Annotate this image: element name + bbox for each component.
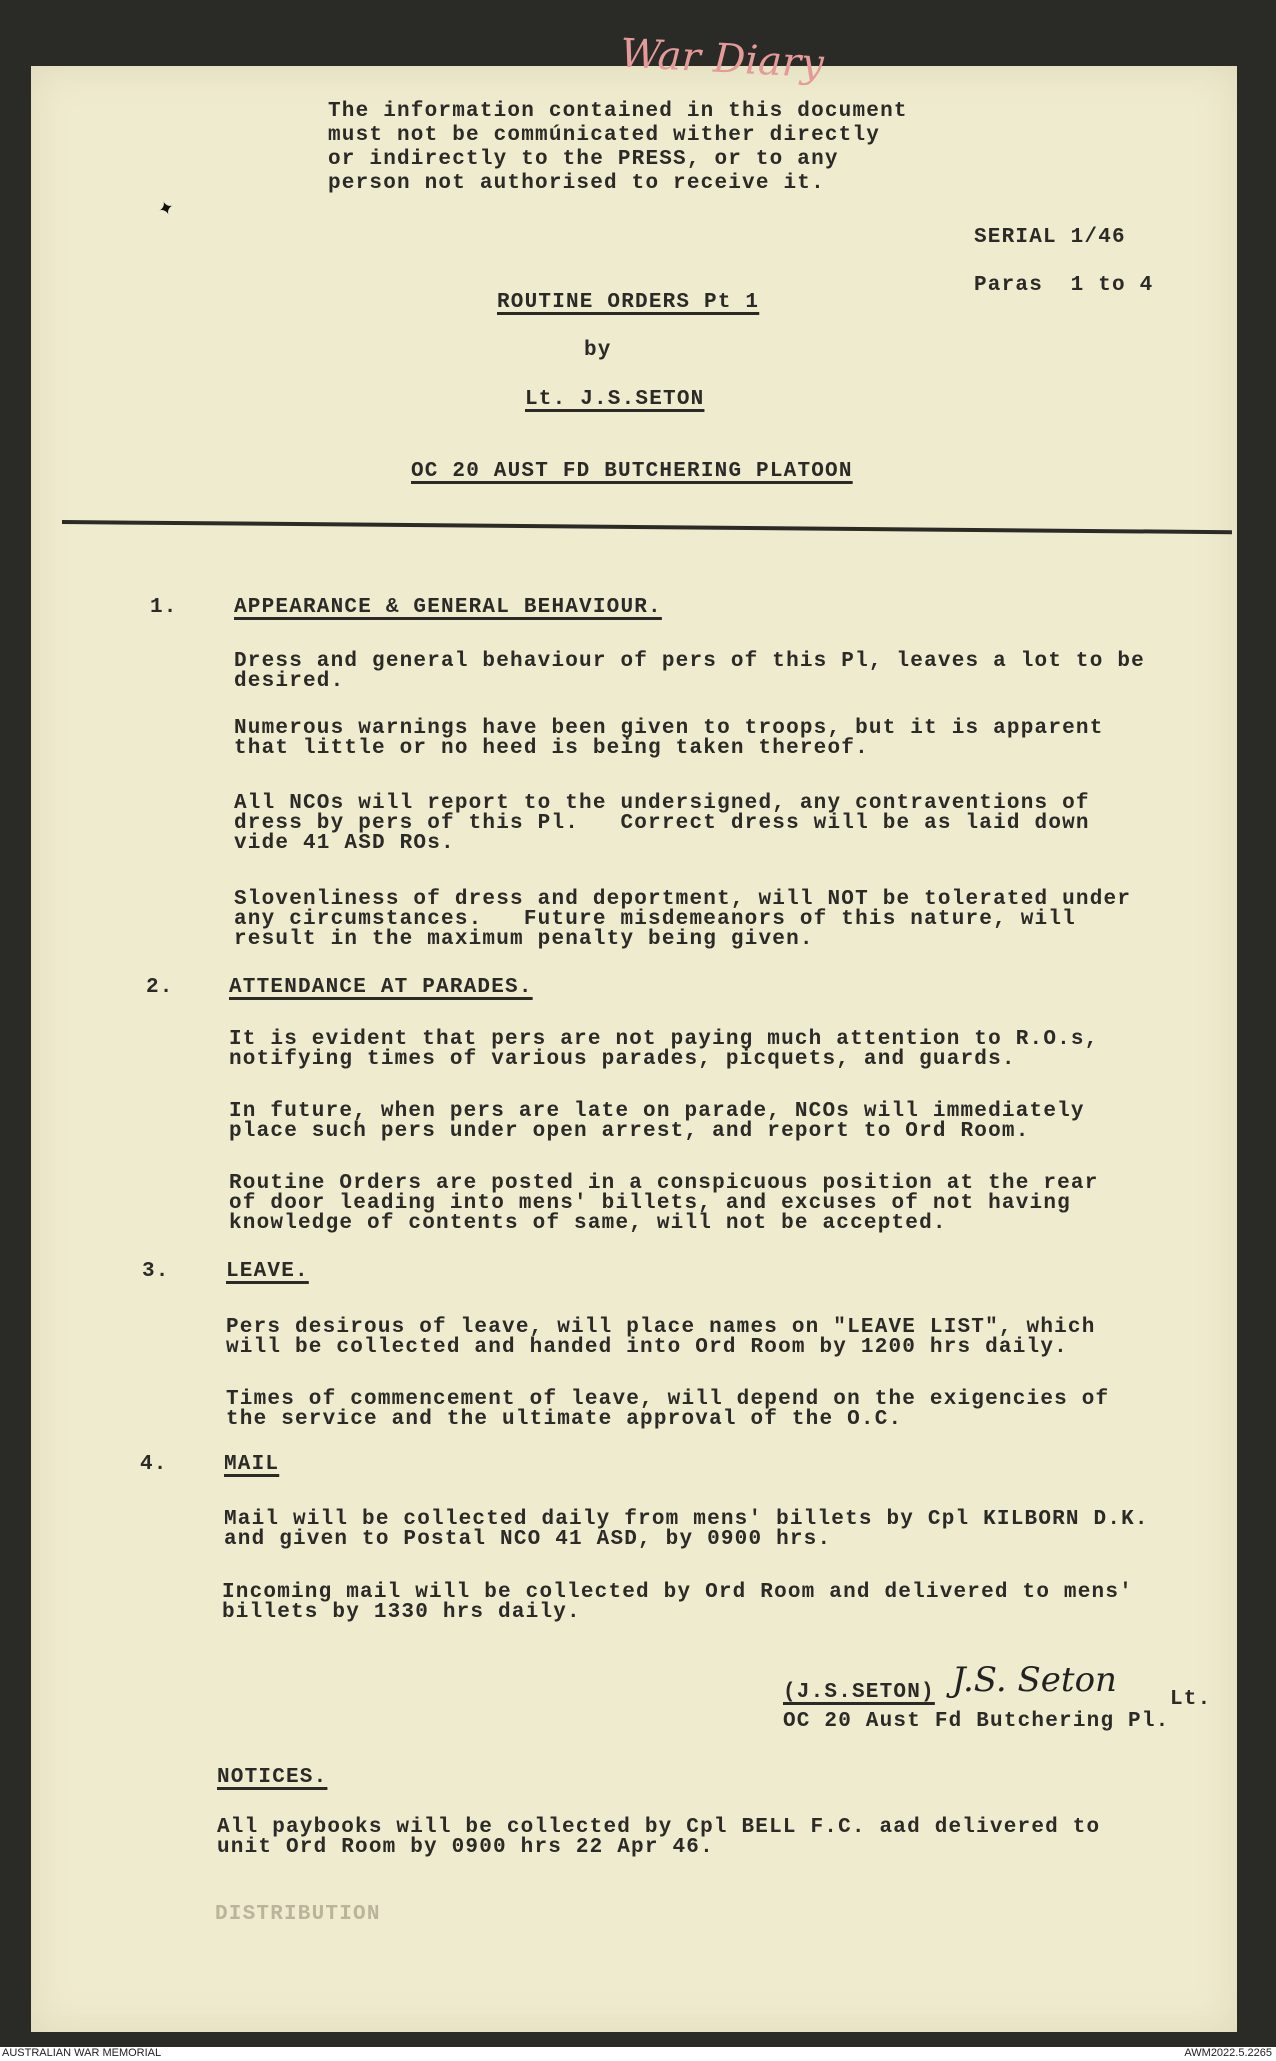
section-number: 3. [142,1260,170,1283]
paragraph: Pers desirous of leave, will place names on "LEAVE LIST", which will be collected and handed into Ord Room by 1200 hrs daily. [226,1316,1096,1359]
distribution-label: DISTRIBUTION [215,1903,381,1926]
serial-number: SERIAL 1/46 [974,226,1126,249]
paragraph: Times of commencement of leave, will depend on the exigencies of the service and the ultimate approval of the O.C. [226,1388,1110,1431]
paragraph: It is evident that pers are not paying much attention to R.O.s, notifying times of various parades, picquets, and guards. [229,1028,1099,1071]
footer-credit: AUSTRALIAN WAR MEMORIAL [2,2047,162,2059]
paragraph: Numerous warnings have been given to troops, but it is apparent that little or no heed is being taken thereof. [234,717,1104,760]
paragraph: Routine Orders are posted in a conspicuous position at the rear of door leading into mens' billets, and excuses of not having knowledge of contents of same, will not be accepted. [229,1172,1099,1235]
handwritten-signature: J.S. Seton [952,1660,1117,1700]
section-heading: MAIL [224,1453,280,1476]
disclaimer-line: must not be commúnicated wither directly [328,124,881,147]
paragraph: In future, when pers are late on parade, NCOs will immediately place such pers under open arrest, and report to Ord Room. [229,1100,1085,1143]
section-number: 2. [146,976,174,999]
footer-reference: AWM2022.5.2265 [1184,2047,1272,2059]
disclaimer-line: The information contained in this document [328,100,908,123]
notices-heading: NOTICES. [217,1766,328,1789]
notices-text: All paybooks will be collected by Cpl BELL F.C. aad delivered to unit Ord Room by 0900 hrs 22 Apr 46. [217,1816,1101,1859]
war-diary-annotation: War Diary [618,30,825,88]
paras-range: Paras 1 to 4 [974,274,1154,297]
document-title: ROUTINE ORDERS Pt 1 [497,291,760,314]
unit-title: OC 20 AUST FD BUTCHERING PLATOON [411,460,853,483]
paragraph: Mail will be collected daily from mens' billets by Cpl KILBORN D.K. and given to Postal NCO 41 ASD, by 0900 hrs. [224,1508,1149,1551]
section-heading: ATTENDANCE AT PARADES. [229,976,533,999]
signatory-rank: Lt. [1170,1688,1212,1711]
author: Lt. J.S.SETON [525,388,705,411]
section-heading: LEAVE. [226,1260,309,1283]
by-label: by [584,339,612,362]
section-number: 4. [140,1453,168,1476]
paragraph: Dress and general behaviour of pers of this Pl, leaves a lot to be desired. [234,650,1145,693]
punch-hole-mark: ✦ [153,191,179,225]
paragraph: Incoming mail will be collected by Ord Room and delivered to mens' billets by 1330 hrs daily. [222,1581,1133,1624]
footer-bar [0,2047,1276,2061]
paragraph: All NCOs will report to the undersigned, any contraventions of dress by pers of this Pl. Correct dress will be as laid down vide 41 ASD ROs. [234,792,1090,855]
disclaimer-line: or indirectly to the PRESS, or to any [328,148,839,171]
signatory-name: (J.S.SETON) [783,1681,935,1704]
section-heading: APPEARANCE & GENERAL BEHAVIOUR. [234,596,662,619]
signatory-unit: OC 20 Aust Fd Butchering Pl. [783,1710,1170,1733]
section-number: 1. [150,596,178,619]
disclaimer-line: person not authorised to receive it. [328,172,825,195]
paragraph: Slovenliness of dress and deportment, will NOT be tolerated under any circumstances. Future misdemeanors of this nature, will result in the maximum penalty being given. [234,888,1132,951]
